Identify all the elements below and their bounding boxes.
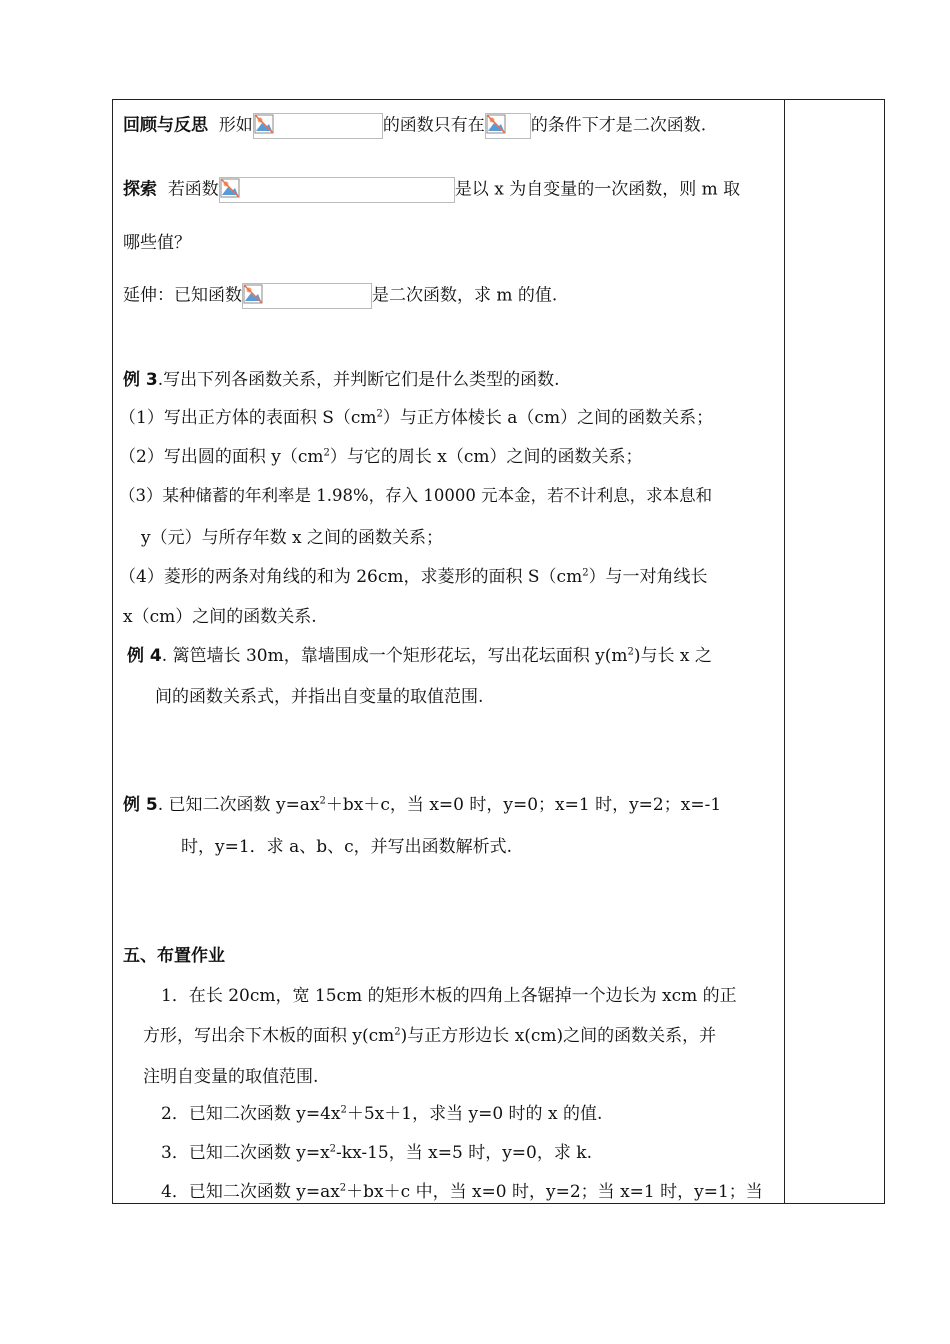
- example4-line-1: 例 4. 篱笆墙长 30m，靠墙围成一个矩形花坛，写出花坛面积 $y(m^2)$与长 x 之: [127, 646, 712, 666]
- homework-q1-line-2: 方形，写出余下木板的面积 $y(cm^2)$与正方形边长 x(cm)之间的函数关系，并: [143, 1026, 717, 1046]
- extend-text-2: 是二次函数，求 m 的值.: [372, 285, 558, 306]
- example3-item-4a: （4）菱形的两条对角线的和为 26cm，求菱形的面积 $S(cm^2)$与一对角线长: [119, 567, 708, 587]
- lesson-table: [112, 99, 885, 1204]
- broken-image-icon: [243, 284, 263, 304]
- review-text-3: 的条件下才是二次函数.: [530, 115, 707, 136]
- explore-text-3: 哪些值？: [123, 233, 191, 253]
- example3-item-3a: （3）某种储蓄的年利率是 1.98%，存入 10000 元本金，若不计利息，求本息和: [119, 486, 713, 505]
- formula-image-4: [242, 283, 372, 309]
- explore-text-1: 若函数: [167, 179, 219, 200]
- example3-item-1: （1）写出正方体的表面积 $S(cm^2)$与正方体棱长 a（cm）之间的函数关系；: [119, 408, 714, 428]
- extend-line: [123, 283, 557, 309]
- example3-heading: 例 3: [123, 370, 158, 390]
- example4-line-2: 间的函数关系式，并指出自变量的取值范围.: [155, 687, 484, 707]
- explore-text-2: 是以 x 为自变量的一次函数，则 m 取: [454, 179, 741, 200]
- formula-image-1: [253, 113, 383, 139]
- review-heading: 回顾与反思: [123, 115, 208, 136]
- review-text-2: 的函数只有在: [382, 115, 485, 136]
- example5-line-1: 例 5. 已知二次函数 $y=ax^2+bx+c$，当 x=0 时，y=0；x=1 时，y=2；x=-1: [123, 795, 722, 815]
- review-text-1: 形如: [218, 115, 253, 136]
- broken-image-icon: [254, 114, 274, 134]
- broken-image-icon: [486, 114, 506, 134]
- formula-image-3: [219, 177, 455, 203]
- homework-q1-line-3: 注明自变量的取值范围.: [143, 1067, 319, 1087]
- example3-intro: .写出下列各函数关系，并判断它们是什么类型的函数.: [157, 370, 560, 390]
- example4-heading: 例 4: [127, 646, 162, 666]
- example3-item-2: （2）写出圆的面积 $y(cm^2)$与它的周长 x（cm）之间的函数关系；: [119, 447, 643, 467]
- example3-item-3b: y（元）与所存年数 x 之间的函数关系；: [141, 528, 443, 548]
- homework-q4: 4．已知二次函数 $y=ax^2+bx+c$ 中，当 x=0 时，y=2；当 x=1 时，y=1；当: [161, 1182, 763, 1202]
- extend-text-1: 延伸：已知函数: [123, 285, 242, 306]
- example5-line-2: 时，y=1．求 a、b、c，并写出函数解析式.: [181, 837, 513, 857]
- review-line: [123, 113, 706, 139]
- explore-heading: 探索: [123, 179, 157, 200]
- homework-q2: 2．已知二次函数 $y=4x^2+5x+1$，求当 y=0 时的 x 的值.: [161, 1104, 603, 1124]
- example3-item-4b: x（cm）之间的函数关系.: [123, 607, 317, 627]
- explore-line: [123, 177, 740, 203]
- homework-q1-line-1: 1．在长 20cm，宽 15cm 的矩形木板的四角上各锯掉一个边长为 xcm 的正: [161, 986, 737, 1006]
- formula-image-2: [485, 113, 531, 139]
- homework-heading: 五、布置作业: [123, 946, 225, 966]
- homework-q3: 3．已知二次函数 $y=x^2-kx-15$，当 x=5 时，y=0，求 k.: [161, 1143, 592, 1163]
- column-divider: [784, 100, 785, 1203]
- example3-intro-line: [123, 369, 560, 391]
- broken-image-icon: [220, 178, 240, 198]
- example5-heading: 例 5: [123, 795, 158, 815]
